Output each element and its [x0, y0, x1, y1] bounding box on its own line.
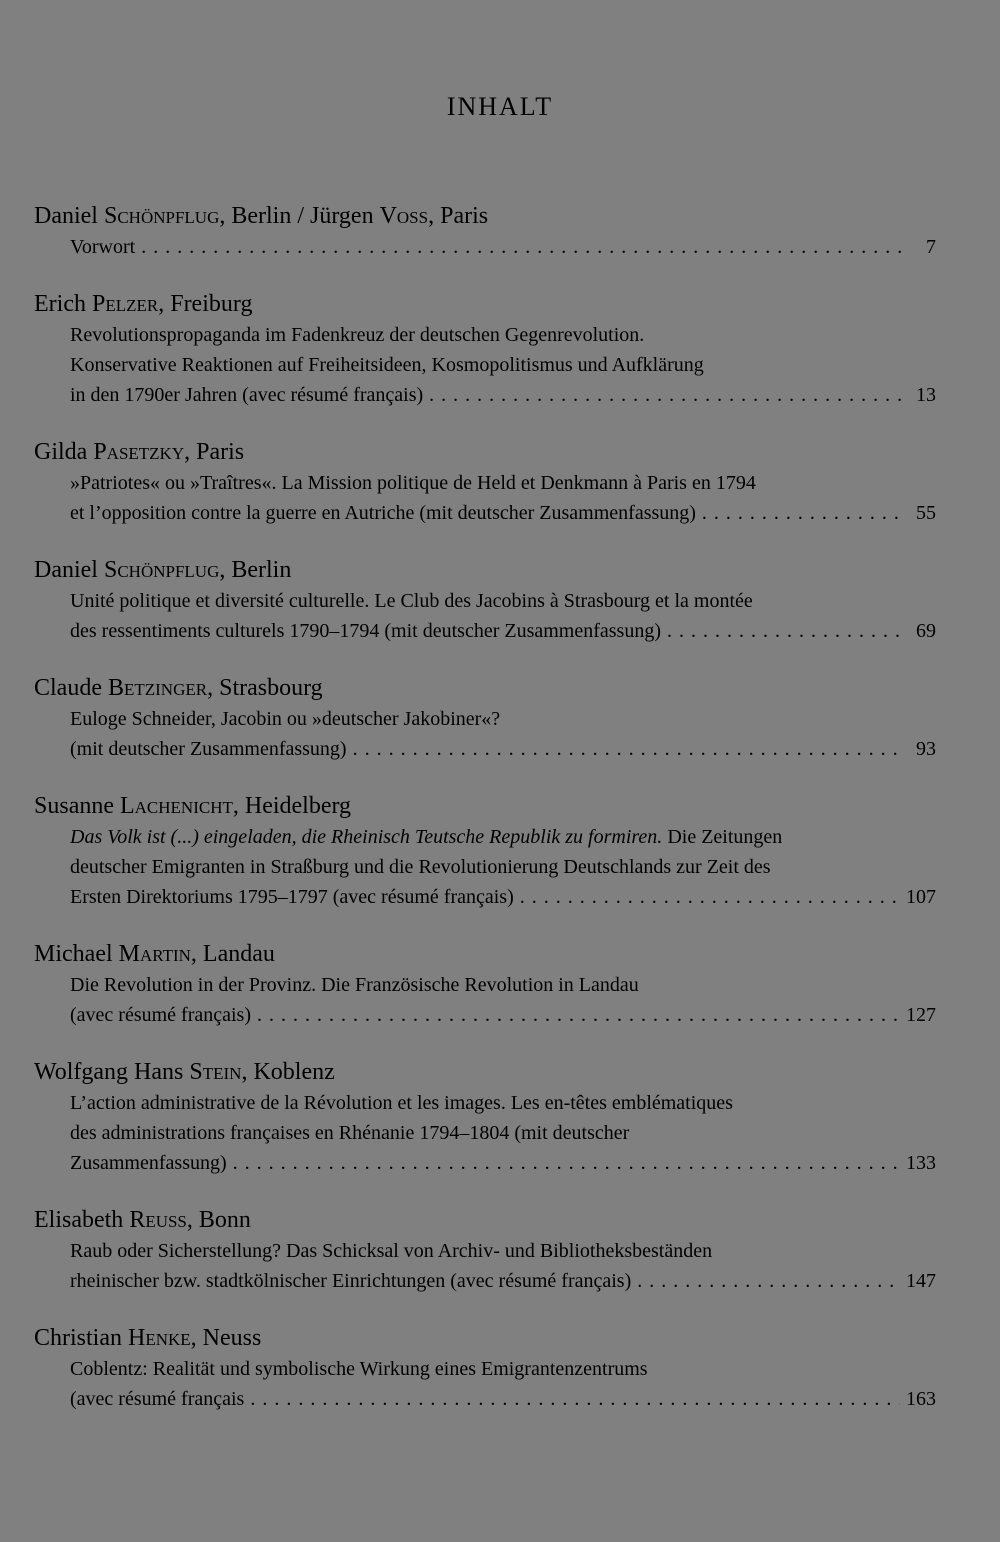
toc-list [34, 200, 936, 1440]
toc-title-last-line: (mit deutscher Zusammenfassung) [70, 738, 347, 760]
page-number: 163 [906, 1388, 936, 1410]
page-number: 55 [916, 502, 936, 524]
leader-dots [520, 882, 900, 912]
author-rest: , Bonn [186, 1207, 251, 1233]
toc-author [34, 554, 936, 586]
toc-leader-line [70, 1266, 936, 1296]
toc-title-last-line: Zusammenfassung) [70, 1152, 227, 1174]
toc-author [34, 938, 936, 970]
author-first: Erich [34, 291, 92, 317]
leader-dots [702, 498, 906, 528]
toc-leader-line [70, 1000, 936, 1030]
toc-title [34, 468, 936, 528]
author-rest: , Heidelberg [232, 793, 352, 819]
toc-author [34, 1056, 936, 1088]
toc-entry [34, 1056, 936, 1178]
toc-leader-line [70, 1148, 936, 1178]
toc-title-line: deutscher Emigranten in Straßburg und die Revolutionierung Deutschlands zur Zeit des [70, 856, 771, 878]
toc-author [34, 672, 936, 704]
toc-leader-line [70, 616, 936, 646]
toc-leader-line [70, 380, 936, 410]
author-last: Schönpflug [103, 557, 220, 583]
page-number: 133 [906, 1152, 936, 1174]
author-first: Elisabeth [34, 1207, 130, 1233]
toc-author [34, 436, 936, 468]
author-first: Michael [34, 941, 119, 967]
toc-leader-line [70, 232, 936, 262]
leader-dots [141, 232, 906, 262]
author-first: Daniel [34, 203, 104, 229]
toc-title-last-line: (avec résumé français) [70, 1004, 251, 1026]
page-number: 13 [916, 384, 936, 406]
toc-title-italic-rest: Die Zeitungen [662, 826, 783, 848]
author-rest: , Paris [184, 439, 245, 465]
toc-entry [34, 938, 936, 1030]
author-first: Claude [34, 675, 108, 701]
toc-title-line: Raub oder Sicherstellung? Das Schicksal von Archiv- und Bibliotheksbeständen [70, 1240, 713, 1262]
toc-title-last-line: rheinischer bzw. stadtkölnischer Einrichtungen (avec résumé français) [70, 1270, 632, 1292]
page-number: 69 [916, 620, 936, 642]
toc-leader-line [70, 734, 936, 764]
toc-author [34, 790, 936, 822]
author-rest: , Strasbourg [207, 675, 323, 701]
toc-entry [34, 288, 936, 410]
leader-dots [250, 1384, 900, 1414]
toc-title [34, 822, 936, 912]
toc-title [34, 586, 936, 646]
toc-entry [34, 554, 936, 646]
author-first: Susanne [34, 793, 120, 819]
author-rest: , Landau [190, 941, 275, 967]
toc-author [34, 288, 936, 320]
author-first: Christian [34, 1325, 128, 1351]
toc-author [34, 1204, 936, 1236]
toc-title-line: Coblentz: Realität und symbolische Wirkung eines Emigrantenzentrums [70, 1358, 648, 1380]
toc-entry [34, 1322, 936, 1414]
author-rest: , Freiburg [158, 291, 253, 317]
author-last: Lachenicht [120, 793, 233, 819]
toc-title-line [70, 822, 936, 852]
page-number: 93 [916, 738, 936, 760]
toc-title [34, 704, 936, 764]
toc-title [34, 1236, 936, 1296]
toc-title-line: Unité politique et diversité culturelle. Le Club des Jacobins à Strasbourg et la montée [70, 590, 753, 612]
toc-title-last-line: Ersten Direktoriums 1795–1797 (avec résumé français) [70, 886, 514, 908]
toc-title-last-line: Vorwort [70, 236, 136, 258]
toc-title [34, 232, 936, 262]
toc-title-line: Euloge Schneider, Jacobin ou »deutscher Jakobiner«? [70, 708, 501, 730]
leader-dots [353, 734, 906, 764]
author-last: Pelzer [91, 291, 159, 317]
toc-title-line: L’action administrative de la Révolution et les images. Les en-têtes emblématiques [70, 1092, 733, 1114]
author-last: Stein [189, 1059, 242, 1085]
leader-dots [257, 1000, 900, 1030]
toc-title-last-line: (avec résumé français [70, 1388, 245, 1410]
author-last: Henke [128, 1325, 191, 1351]
author-last: Pasetzky [93, 439, 185, 465]
author-first: Gilda [34, 439, 94, 465]
leader-dots [637, 1266, 900, 1296]
toc-author [34, 1322, 936, 1354]
leader-dots [429, 380, 906, 410]
toc-entry [34, 200, 936, 262]
page-number: 107 [906, 886, 936, 908]
toc-leader-line [70, 882, 936, 912]
author-rest: , Koblenz [241, 1059, 335, 1085]
toc-title-line: des administrations françaises en Rhénanie 1794–1804 (mit deutscher [70, 1122, 630, 1144]
leader-dots [667, 616, 906, 646]
toc-entry [34, 436, 936, 528]
page-title: INHALT [446, 92, 554, 121]
author-last: Schönpflug [103, 203, 220, 229]
toc-title-italic: Das Volk ist (...) eingeladen, die Rheinisch Teutsche Republik zu formiren. [70, 826, 663, 848]
author-rest: , Berlin / Jürgen [219, 203, 380, 229]
author-last: Reuss [129, 1207, 187, 1233]
author-first: Wolfgang Hans [34, 1059, 190, 1085]
toc-title-line: Die Revolution in der Provinz. Die Französische Revolution in Landau [70, 974, 639, 996]
toc-title [34, 970, 936, 1030]
author-rest: , Neuss [190, 1325, 262, 1351]
toc-title-last-line: et l’opposition contre la guerre en Autriche (mit deutscher Zusammenfassung) [70, 502, 696, 524]
toc-title-line: Konservative Reaktionen auf Freiheitsideen, Kosmopolitismus und Aufklärung [70, 354, 704, 376]
author-rest-2: , Paris [428, 203, 489, 229]
toc-leader-line [70, 498, 936, 528]
toc-entry [34, 790, 936, 912]
author-last: Betzinger [107, 675, 208, 701]
author-rest: , Berlin [219, 557, 292, 583]
author-last: Martin [118, 941, 191, 967]
page-number: 127 [906, 1004, 936, 1026]
toc-title-last-line: in den 1790er Jahren (avec résumé français) [70, 384, 424, 406]
toc-author [34, 200, 936, 232]
toc-title-line: »Patriotes« ou »Traîtres«. La Mission politique de Held et Denkmann à Paris en 1794 [70, 472, 756, 494]
toc-leader-line [70, 1384, 936, 1414]
toc-title-line: Revolutionspropaganda im Fadenkreuz der deutschen Gegenrevolution. [70, 324, 645, 346]
toc-title [34, 1354, 936, 1414]
toc-entry [34, 1204, 936, 1296]
page-number: 7 [926, 236, 936, 258]
author-last-2: Voss [379, 203, 429, 229]
toc-title [34, 1088, 936, 1178]
toc-title [34, 320, 936, 410]
leader-dots [233, 1148, 900, 1178]
author-first: Daniel [34, 557, 104, 583]
page-number: 147 [906, 1270, 936, 1292]
toc-entry [34, 672, 936, 764]
toc-title-last-line: des ressentiments culturels 1790–1794 (mit deutscher Zusammenfassung) [70, 620, 661, 642]
